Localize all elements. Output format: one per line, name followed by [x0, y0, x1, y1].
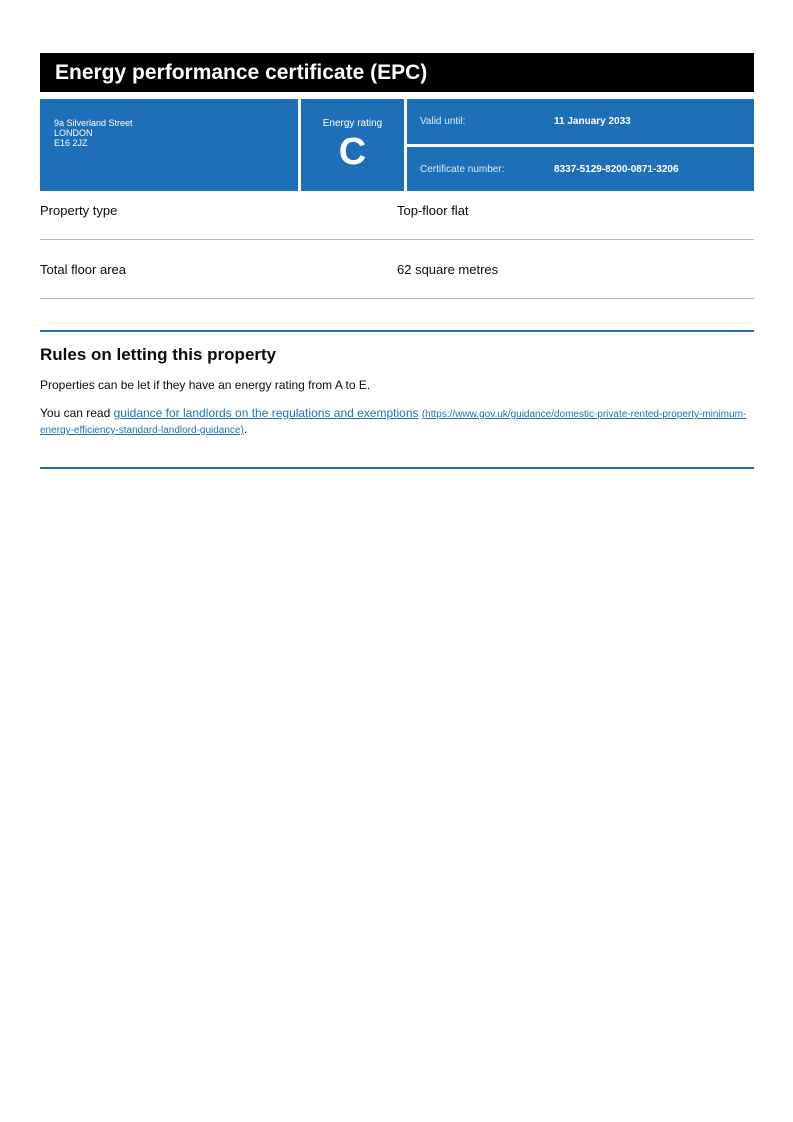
guidance-prefix: You can read [40, 406, 114, 420]
certificate-summary [40, 99, 754, 191]
epc-page [40, 53, 754, 469]
address-box [40, 99, 298, 191]
valid-until-label: Valid until: [420, 116, 466, 127]
certificate-number-label: Certificate number: [420, 163, 505, 175]
certificate-number-value: 8337-5129-8200-0871-3206 [554, 163, 679, 175]
certificate-number-box [407, 147, 754, 191]
floor-area-label: Total floor area [40, 262, 126, 277]
valid-until-box [407, 99, 754, 144]
floor-area-value: 62 square metres [397, 262, 499, 277]
property-type-label: Property type [40, 203, 118, 218]
energy-rating-label: Energy rating [322, 118, 383, 129]
guidance-suffix: . [243, 422, 248, 436]
guidance-paragraph [40, 406, 754, 438]
energy-rating-letter: C [338, 131, 367, 173]
energy-rating-box [301, 99, 404, 191]
section-divider-bottom [40, 467, 754, 469]
property-type-row [40, 191, 754, 240]
landlord-guidance-url[interactable]: (https://www.gov.uk/guidance/domestic-private-rented-property-minimum-energy-efficiency-standard-landlord-guidance) [40, 409, 747, 436]
property-type-value: Top-floor flat [397, 203, 469, 218]
address-line-2: LONDON [54, 128, 93, 138]
address-line-1: 9a Silverland Street [54, 118, 133, 128]
address-postcode: E16 2JZ [54, 138, 88, 148]
page-title: Energy performance certificate (EPC) [40, 53, 754, 92]
landlord-guidance-link[interactable]: guidance for landlords on the regulations and exemptions [113, 406, 419, 420]
letting-rules-paragraph: Properties can be let if they have an energy rating from A to E. [40, 378, 371, 392]
floor-area-row [40, 240, 754, 299]
letting-rules-heading: Rules on letting this property [40, 345, 277, 364]
letting-rules-section [40, 330, 754, 469]
valid-until-value: 11 January 2033 [554, 116, 631, 127]
section-divider-top [40, 330, 754, 332]
